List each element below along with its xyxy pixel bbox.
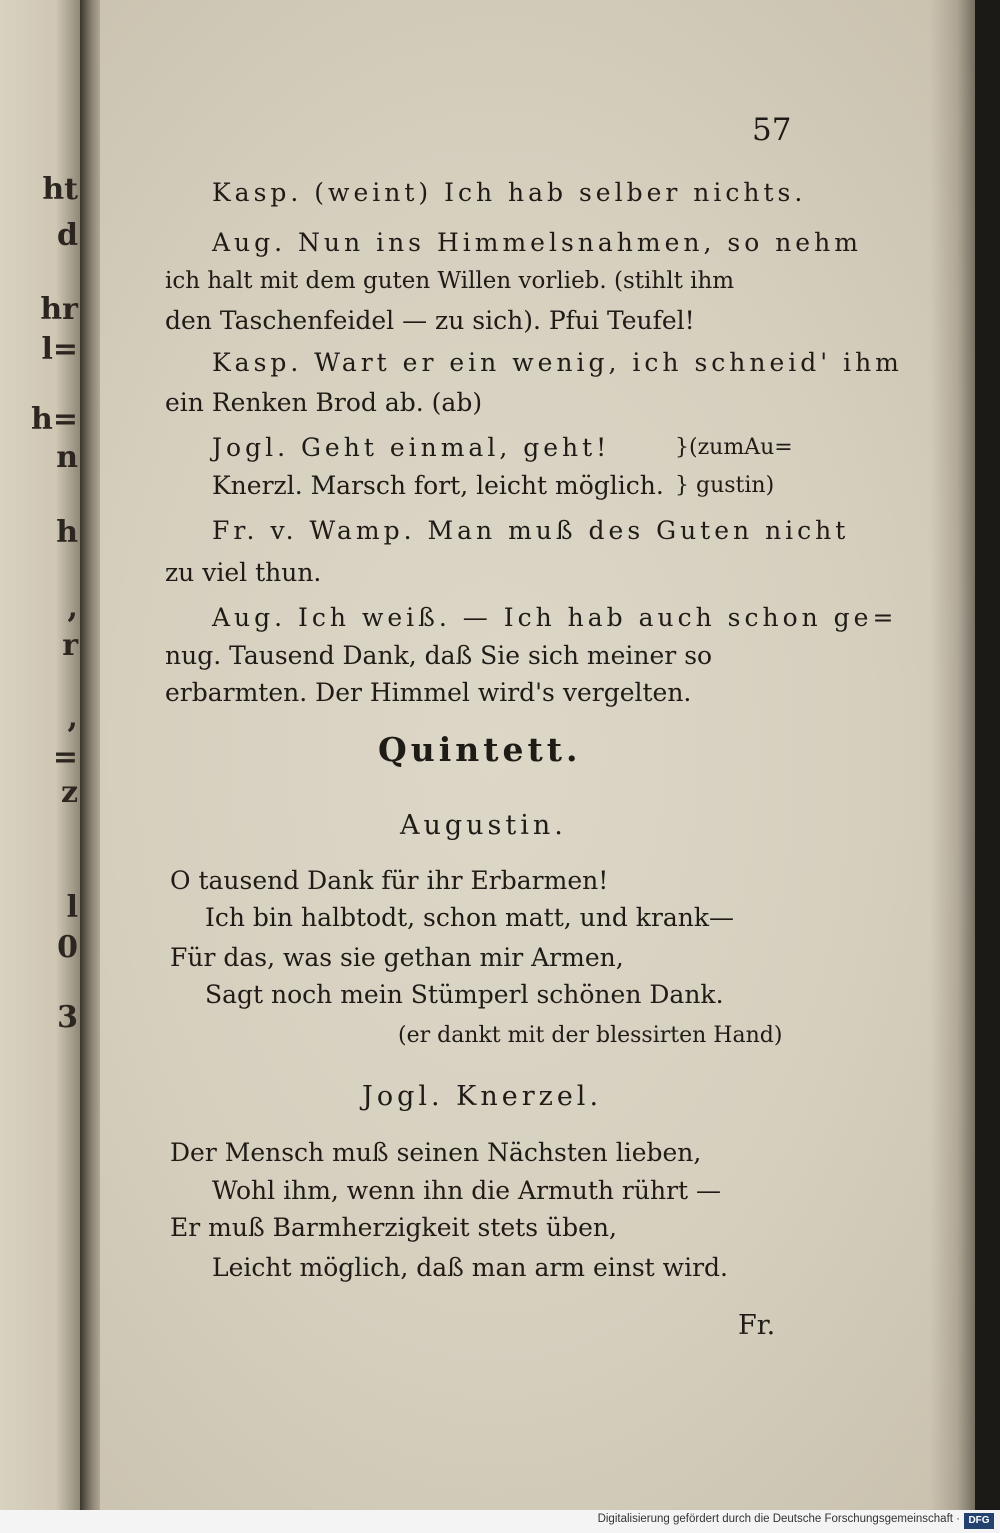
- page-number: 57: [752, 112, 792, 148]
- verse-line: O tausend Dank für ihr Erbarmen!: [170, 866, 609, 895]
- dialogue-line: Knerzl. Marsch fort, leicht möglich.: [212, 471, 664, 500]
- margin-fragment: 3: [57, 1000, 78, 1035]
- margin-fragment: l: [66, 890, 78, 925]
- speaker-heading: Augustin.: [400, 810, 567, 841]
- dialogue-line: ich halt mit dem guten Willen vorlieb. (stihlt ihm: [165, 268, 735, 294]
- section-heading: Quintett.: [378, 730, 582, 769]
- dialogue-line: den Taschenfeidel — zu sich). Pfui Teufel!: [165, 306, 695, 335]
- dialogue-line: Fr. v. Wamp. Man muß des Guten nicht: [212, 516, 850, 545]
- margin-fragment: 0: [57, 930, 78, 965]
- margin-fragment: h=: [31, 402, 78, 437]
- dfg-logo: DFG: [964, 1513, 994, 1529]
- dialogue-line: zu viel thun.: [165, 558, 322, 587]
- dialogue-line: Aug. Ich weiß. — Ich hab auch schon ge=: [212, 603, 898, 632]
- verse-line: Wohl ihm, wenn ihn die Armuth rührt —: [212, 1176, 722, 1205]
- margin-fragment: ,: [67, 590, 78, 625]
- verse-line: Leicht möglich, daß man arm einst wird.: [212, 1253, 728, 1282]
- book-gutter: [80, 0, 102, 1510]
- speaker-heading: Jogl. Knerzel.: [362, 1081, 603, 1112]
- funding-credit: Digitalisierung gefördert durch die Deutsche Forschungsgemeinschaft ·: [597, 1513, 960, 1525]
- verse-line: Er muß Barmherzigkeit stets üben,: [170, 1213, 617, 1242]
- previous-page-edge: [0, 0, 80, 1510]
- catchword: Fr.: [738, 1310, 776, 1341]
- margin-fragment: ,: [67, 700, 78, 735]
- stage-bracket: }(zumAu=: [675, 435, 793, 460]
- stage-bracket: } gustin): [675, 473, 775, 498]
- margin-fragment: d: [57, 218, 78, 253]
- dialogue-line: nug. Tausend Dank, daß Sie sich meiner so: [165, 641, 713, 670]
- margin-fragment: r: [62, 628, 78, 663]
- verse-line: Sagt noch mein Stümperl schönen Dank.: [205, 980, 724, 1009]
- margin-fragment: h: [56, 515, 78, 550]
- page-edge-shadow: [930, 0, 975, 1510]
- digitization-footer: [0, 1510, 1000, 1533]
- margin-fragment: n: [56, 440, 78, 475]
- margin-fragment: z: [60, 775, 78, 810]
- dialogue-line: Kasp. (weint) Ich hab selber nichts.: [212, 178, 807, 207]
- verse-line: Ich bin halbtodt, schon matt, und krank—: [205, 903, 735, 932]
- margin-fragment: =: [52, 740, 78, 775]
- margin-fragment: l=: [41, 332, 78, 367]
- dialogue-line: Aug. Nun ins Himmelsnahmen, so nehm: [212, 228, 862, 257]
- dialogue-line: ein Renken Brod ab. (ab): [165, 388, 483, 417]
- dialogue-line: Jogl. Geht einmal, geht!: [212, 433, 611, 462]
- margin-fragment: ht: [42, 172, 78, 207]
- margin-fragment: hr: [40, 292, 78, 327]
- verse-line: Der Mensch muß seinen Nächsten lieben,: [170, 1138, 702, 1167]
- stage-direction: (er dankt mit der blessirten Hand): [398, 1023, 783, 1048]
- dialogue-line: erbarmten. Der Himmel wird's vergelten.: [165, 678, 692, 707]
- dialogue-line: Kasp. Wart er ein wenig, ich schneid' ihm: [212, 348, 903, 377]
- verse-line: Für das, was sie gethan mir Armen,: [170, 943, 624, 972]
